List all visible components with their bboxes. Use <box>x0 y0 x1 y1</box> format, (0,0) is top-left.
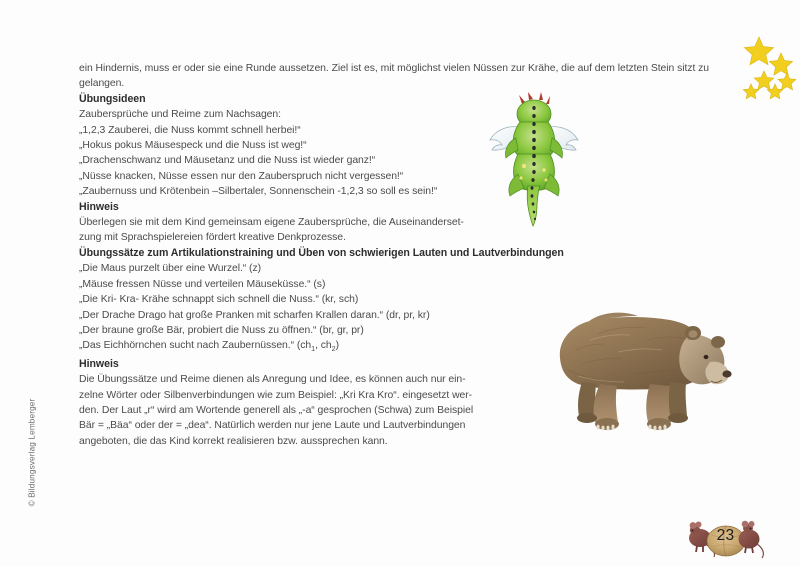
zauberspruch-3: „Drachenschwanz und Mäusetanz und die Nuss ist wieder ganz!“ <box>79 155 376 167</box>
heading-uebungsideen: Übungsideen <box>79 92 146 105</box>
hinweis-2-line-1: Die Übungssätze und Reime dienen als Anregung und Idee, es können auch nur ein- <box>79 374 466 386</box>
uebungssatz-6-mid: , ch <box>315 340 332 352</box>
uebungssatz-1: „Die Maus purzelt über eine Wurzel.“ (z) <box>79 263 262 275</box>
uebungssaetze-block <box>79 261 724 357</box>
uebungssatz-6-suffix: ) <box>335 340 340 352</box>
copyright-notice: © Bildungsverlag Lemberger <box>27 398 37 507</box>
intro-line-1: ein Hindernis, muss er oder sie eine Runde aussetzen. Ziel ist es, mit möglichst vielen Nüssen zur Krähe, die auf dem letzten Stein sitzt zu <box>79 63 710 74</box>
uebungsideen-intro: Zaubersprüche und Reime zum Nachsagen: <box>79 109 281 121</box>
intro-paragraph <box>79 61 724 92</box>
uebungsideen-block <box>79 107 499 199</box>
uebungssatz-6-prefix: „Das Eichhörnchen sucht nach Zaubernüssen.“ (ch <box>79 340 312 352</box>
uebungssatz-6-sub1: 1 <box>311 344 316 354</box>
uebungssatz-6-sub2: 2 <box>331 344 336 354</box>
zauberspruch-4: „Nüsse knacken, Nüsse essen nur den Zauberspruch nicht vergessen!“ <box>79 170 404 182</box>
hinweis-2-line-3: den. Der Laut „r“ wird am Wortende generell als „-a“ gesprochen (Schwa) zum Beispiel <box>79 405 474 417</box>
zauberspruch-1: „1,2,3 Zauberei, die Nuss kommt schnell herbei!“ <box>79 124 301 136</box>
hinweis-1-line-2: zung mit Sprachspielereien fördert kreative Denkprozesse. <box>79 232 346 244</box>
hinweis-2-paragraph <box>79 372 584 449</box>
hinweis-1-paragraph <box>79 215 584 246</box>
page-text-column <box>79 61 724 449</box>
zauberspruch-2: „Hokus pokus Mäusespeck und die Nuss ist weg!“ <box>79 140 307 152</box>
hinweis-1-line-1: Überlegen sie mit dem Kind gemeinsam eigene Zaubersprüche, die Auseinanderset- <box>79 217 464 229</box>
intro-line-2: gelangen. <box>79 78 125 90</box>
hinweis-2-line-2: zelne Wörter oder Silbenverbindungen wie zum Beispiel: „Kri Kra Kro“. eingesetzt wer- <box>79 389 473 401</box>
yellow-stars-decoration <box>737 35 800 100</box>
page-number: 23 <box>716 527 735 544</box>
uebungssatz-2: „Mäuse fressen Nüsse und verteilen Mäuseküsse.“ (s) <box>79 278 326 290</box>
uebungssatz-4: „Der Drache Drago hat große Pranken mit scharfen Krallen daran.“ (dr, pr, kr) <box>79 309 430 321</box>
hinweis-2-line-5: angeboten, die das Kind korrekt realisieren bzw. aussprechen kann. <box>79 435 388 447</box>
heading-hinweis-1: Hinweis <box>79 200 119 213</box>
heading-uebungssaetze: Übungssätze zum Artikulationstraining und Üben von schwierigen Lauten und Lautverbindungen <box>79 246 564 259</box>
zauberspruch-5: „Zaubernuss und Krötenbein –Silbertaler, Sonnenschein -1,2,3 so soll es sein!“ <box>79 186 438 198</box>
hinweis-2-line-4: Bär = „Bäa“ oder der = „dea“. Natürlich werden nur jene Laute und Lautverbindungen <box>79 420 466 432</box>
walnut-with-mice-page-badge <box>683 508 767 562</box>
heading-hinweis-2: Hinweis <box>79 357 119 370</box>
uebungssatz-5: „Der braune große Bär, probiert die Nuss zu öffnen.“ (br, gr, pr) <box>79 324 364 336</box>
uebungssatz-3: „Die Kri- Kra- Krähe schnappt sich schnell die Nuss.“ (kr, sch) <box>79 294 359 306</box>
uebungssatz-6 <box>79 340 340 354</box>
